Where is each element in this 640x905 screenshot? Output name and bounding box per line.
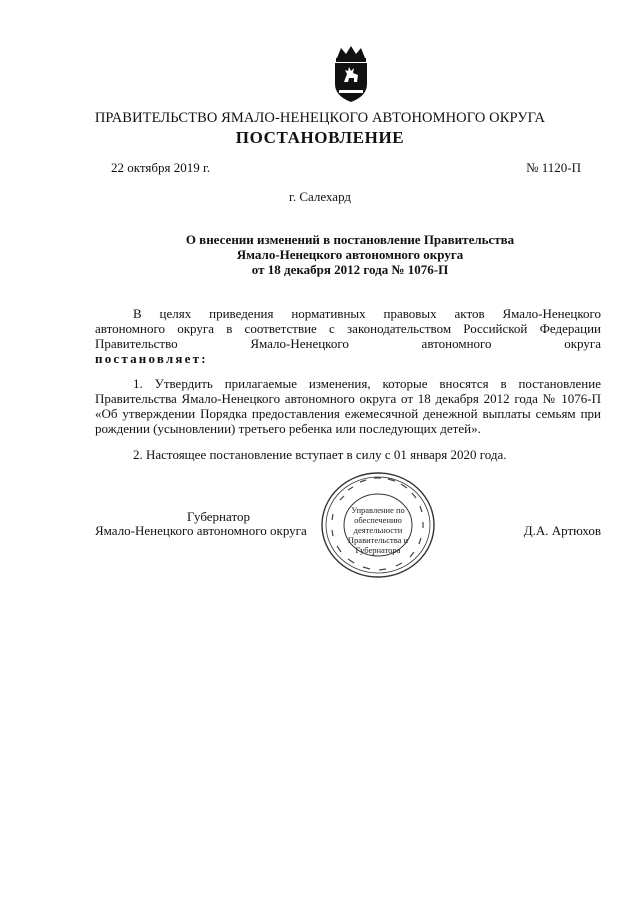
subject-line: О внесении изменений в постановление Правительства xyxy=(185,232,515,247)
document-city: г. Салехард xyxy=(288,189,352,204)
signatory-name: Д.А. Артюхов xyxy=(523,523,601,538)
government-title: ПРАВИТЕЛЬСТВО ЯМАЛО-НЕНЕЦКОГО АВТОНОМНОГО ОКРУГА xyxy=(94,110,546,126)
document-type-heading: ПОСТАНОВЛЕНИЕ xyxy=(235,128,405,147)
item-1-paragraph: 1. Утвердить прилагаемые изменения, которые вносятся в постановление Правительства Ямало-Ненецкого автономного округа от 18 декабря 2012 года № 1076-П «Об утверждении Порядка предоставления ежемесячной денежной выплаты семьям при рождении (усыновлении) третьего ребенка или последующих детей». xyxy=(95,376,601,436)
subject-line: от 18 декабря 2012 года № 1076-П xyxy=(251,262,449,277)
signatory-region: Ямало-Ненецкого автономного округа xyxy=(95,523,307,538)
preamble-line: Правительство Ямало-Ненецкого автономного округа xyxy=(95,336,601,351)
coat-of-arms-emblem xyxy=(327,44,375,106)
document-date: 22 октября 2019 г. xyxy=(111,160,211,175)
document-number: № 1120-П xyxy=(526,160,581,175)
document-subject xyxy=(120,232,580,277)
stamp-inner-text: Управление по обеспечению деятельности Правительства и Губернатора xyxy=(347,505,409,555)
item-2-paragraph: 2. Настоящее постановление вступает в силу с 01 января 2020 года. xyxy=(133,447,507,462)
subject-line: Ямало-Ненецкого автономного округа xyxy=(236,247,464,262)
preamble-line: автономного округа в соответствие с законодательством Российской Федерации xyxy=(95,321,601,336)
decree-word: постановляет: xyxy=(95,351,208,366)
preamble-line: В целях приведения нормативных правовых актов Ямало-Ненецкого xyxy=(133,306,601,321)
signatory-title: Губернатор xyxy=(187,509,250,524)
preamble-paragraph xyxy=(95,306,601,366)
